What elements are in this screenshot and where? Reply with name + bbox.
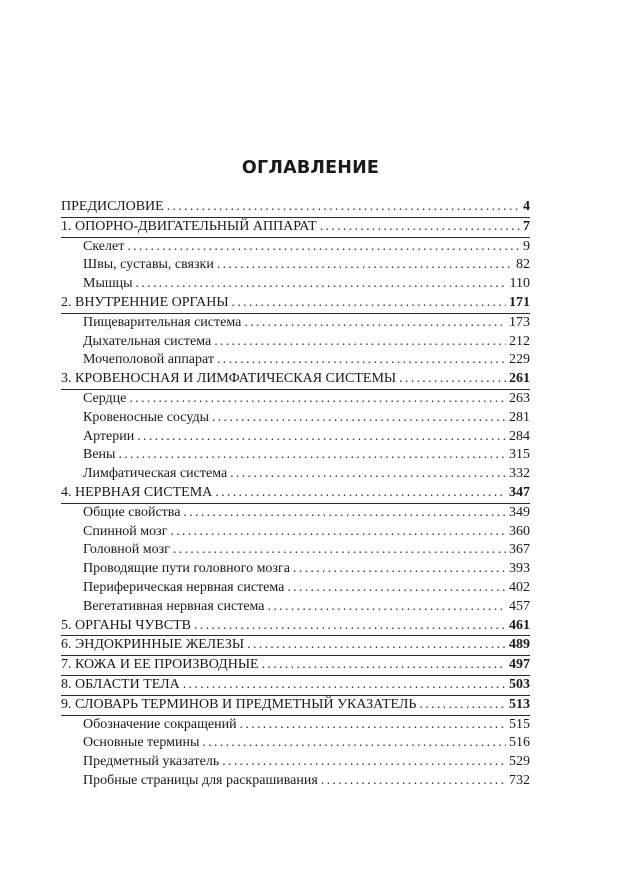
dot-leader [244,314,506,332]
toc-page-number: 349 [509,504,530,520]
toc-page-number: 229 [509,352,530,368]
dot-leader [287,579,506,597]
toc-section-row [61,428,530,447]
toc-page-number: 516 [509,735,530,751]
toc-entry-title: 4. НЕРВНАЯ СИСТЕМА [61,484,213,500]
dot-leader [262,656,506,674]
toc-entry-line [83,275,530,293]
dot-leader [399,370,506,388]
toc-section-row [61,351,530,370]
dot-leader [268,598,506,616]
toc-entry-line [61,198,530,216]
toc-chapter-row [61,656,530,676]
toc-section-row [61,314,530,333]
toc-section-row [61,716,530,735]
toc-entry-line [83,428,530,446]
dot-leader [321,772,506,790]
dot-leader [167,198,520,216]
toc-page-number: 281 [509,409,530,425]
toc-page-number: 347 [509,484,530,500]
toc-chapter-row [61,370,530,390]
toc-section-row [61,772,530,791]
toc-entry-title: ПРЕДИСЛОВИЕ [61,199,164,214]
toc-page-number: 110 [509,276,530,292]
toc-chapter-row [61,696,530,716]
toc-page-number: 261 [509,371,530,387]
toc-section-row [61,523,530,542]
toc-entry-line [83,314,530,332]
page-title: ОГЛАВЛЕНИЕ [241,158,380,178]
toc-entry-title: Обозначение сокращений [83,716,237,732]
dot-leader [232,294,506,312]
toc-entry-title: Сердце [83,390,127,406]
toc-entry-title: Мочеполовой аппарат [83,352,214,368]
toc-page-number: 503 [509,676,530,692]
toc-entry-line [61,617,530,635]
toc-entry-line [83,256,530,274]
dot-leader [170,523,506,541]
toc-page-number: 173 [509,314,530,330]
toc-section-row [61,465,530,484]
toc-page-number: 497 [509,657,530,673]
toc-page-number: 171 [509,294,530,310]
toc-page-number: 489 [509,637,530,653]
toc-entry-line [83,465,530,483]
toc-entry-title: 5. ОРГАНЫ ЧУВСТВ [61,617,191,633]
toc-entry-title: Общие свойства [83,504,181,520]
toc-page-number: 515 [509,716,530,732]
dot-leader [194,617,506,635]
toc-page-number: 4 [523,199,530,214]
toc-page-number: 457 [509,598,530,614]
toc-section-row [61,256,530,275]
toc-section-row [61,541,530,560]
toc-entry-line [83,409,530,427]
dot-leader [202,734,506,752]
toc-page-number: 7 [523,218,530,234]
toc-chapter-row [61,636,530,656]
toc-entry-line [83,351,530,369]
toc-entry-line [83,390,530,408]
toc-entry-title: Вегетативная нервная система [83,598,265,614]
toc-entry-line [83,238,530,256]
toc-entry-title: Кровеносные сосуды [83,409,209,425]
dot-leader [230,465,506,483]
toc-entry-line [83,560,530,578]
dot-leader [129,390,506,408]
toc-entry-title: Дыхательная система [83,333,212,349]
toc-entry-title: Периферическая нервная система [83,579,285,595]
dot-leader [217,351,506,369]
toc-page-number: 513 [509,696,530,712]
dot-leader [240,716,506,734]
toc-entry-line [83,504,530,522]
dot-leader [419,696,506,714]
dot-leader [183,504,506,522]
toc-entry-line [83,734,530,752]
dot-leader [118,446,506,464]
toc-entry-title: 1. ОПОРНО-ДВИГАТЕЛЬНЫЙ АППАРАТ [61,218,317,234]
toc-entry-line [83,523,530,541]
toc-entry-line [61,370,530,388]
toc-entry-line [83,333,530,351]
toc-page-number: 212 [509,333,530,349]
toc-entry-title: Пробные страницы для раскрашивания [83,772,318,788]
toc-section-row [61,734,530,753]
toc-entry-line [61,484,530,502]
toc-entry-line [83,446,530,464]
toc-section-row [61,753,530,772]
dot-leader [215,484,506,502]
toc-entry-title: Швы, суставы, связки [83,257,214,273]
toc-entry-line [61,656,530,674]
toc-section-row [61,560,530,579]
toc-page-number: 332 [509,466,530,482]
toc-page-number: 367 [509,542,530,558]
toc-section-row [61,598,530,617]
toc-section-row [61,275,530,294]
toc-section-row [61,238,530,257]
toc-page-number: 402 [509,579,530,595]
toc-entry-title: Основные термины [83,735,200,751]
toc-entry-title: Пищеварительная система [83,314,242,330]
toc-entry-title: Артерии [83,428,135,444]
dot-leader [137,428,506,446]
dot-leader [173,541,506,559]
toc-section-row [61,409,530,428]
toc-chapter-row [61,676,530,696]
toc-entry-title: 8. ОБЛАСТИ ТЕЛА [61,676,180,692]
toc-entry-title: 7. КОЖА И ЕЕ ПРОИЗВОДНЫЕ [61,657,259,673]
toc-entry-line [61,636,530,654]
toc-entry-title: 3. КРОВЕНОСНАЯ И ЛИМФАТИЧЕСКАЯ СИСТЕМЫ [61,371,397,387]
toc-page-number: 9 [523,238,530,254]
toc-entry-title: Вены [83,447,116,463]
toc-chapter-row [61,218,530,238]
toc-page-number: 732 [509,772,530,788]
toc-chapter-row [61,484,530,504]
dot-leader [293,560,506,578]
toc-section-row [61,390,530,409]
toc-chapter-row [61,198,530,218]
dot-leader [320,218,520,236]
dot-leader [183,676,506,694]
toc-entry-line [83,598,530,616]
toc-entry-line [83,716,530,734]
toc-page-number: 82 [516,257,530,273]
toc-section-row [61,446,530,465]
dot-leader [217,256,513,274]
toc-entry-title: Мышцы [83,276,133,292]
toc-entry-title: 6. ЭНДОКРИННЫЕ ЖЕЛЕЗЫ [61,637,245,653]
dot-leader [222,753,506,771]
toc-entry-line [83,753,530,771]
toc-entry-title: Спинной мозг [83,523,168,539]
toc-page-number: 315 [509,447,530,463]
dot-leader [214,333,506,351]
toc-page-number: 360 [509,523,530,539]
toc-entry-title: Головной мозг [83,542,170,558]
toc-page-number: 284 [509,428,530,444]
toc-entry-line [61,676,530,694]
toc-entry-title: 2. ВНУТРЕННИЕ ОРГАНЫ [61,294,229,310]
toc-chapter-row [61,617,530,637]
toc-entry-title: Проводящие пути головного мозга [83,561,290,577]
toc-entry-line [61,294,530,312]
toc-entry-title: Предметный указатель [83,754,220,770]
dot-leader [247,636,506,654]
toc-section-row [61,579,530,598]
table-of-contents [61,198,530,791]
dot-leader [136,275,507,293]
toc-entry-line [83,772,530,790]
toc-page-number: 263 [509,390,530,406]
toc-entry-title: Скелет [83,238,125,254]
dot-leader [212,409,506,427]
toc-entry-line [83,541,530,559]
toc-entry-title: 9. СЛОВАРЬ ТЕРМИНОВ И ПРЕДМЕТНЫЙ УКАЗАТЕЛЬ [61,696,417,712]
toc-entry-line [61,218,530,236]
toc-section-row [61,333,530,352]
dot-leader [127,238,520,256]
toc-entry-line [83,579,530,597]
toc-section-row [61,504,530,523]
toc-entry-line [61,696,530,714]
toc-page-number: 393 [509,561,530,577]
toc-page-number: 461 [509,617,530,633]
toc-chapter-row [61,294,530,314]
toc-page-number: 529 [509,754,530,770]
toc-entry-title: Лимфатическая система [83,466,228,482]
